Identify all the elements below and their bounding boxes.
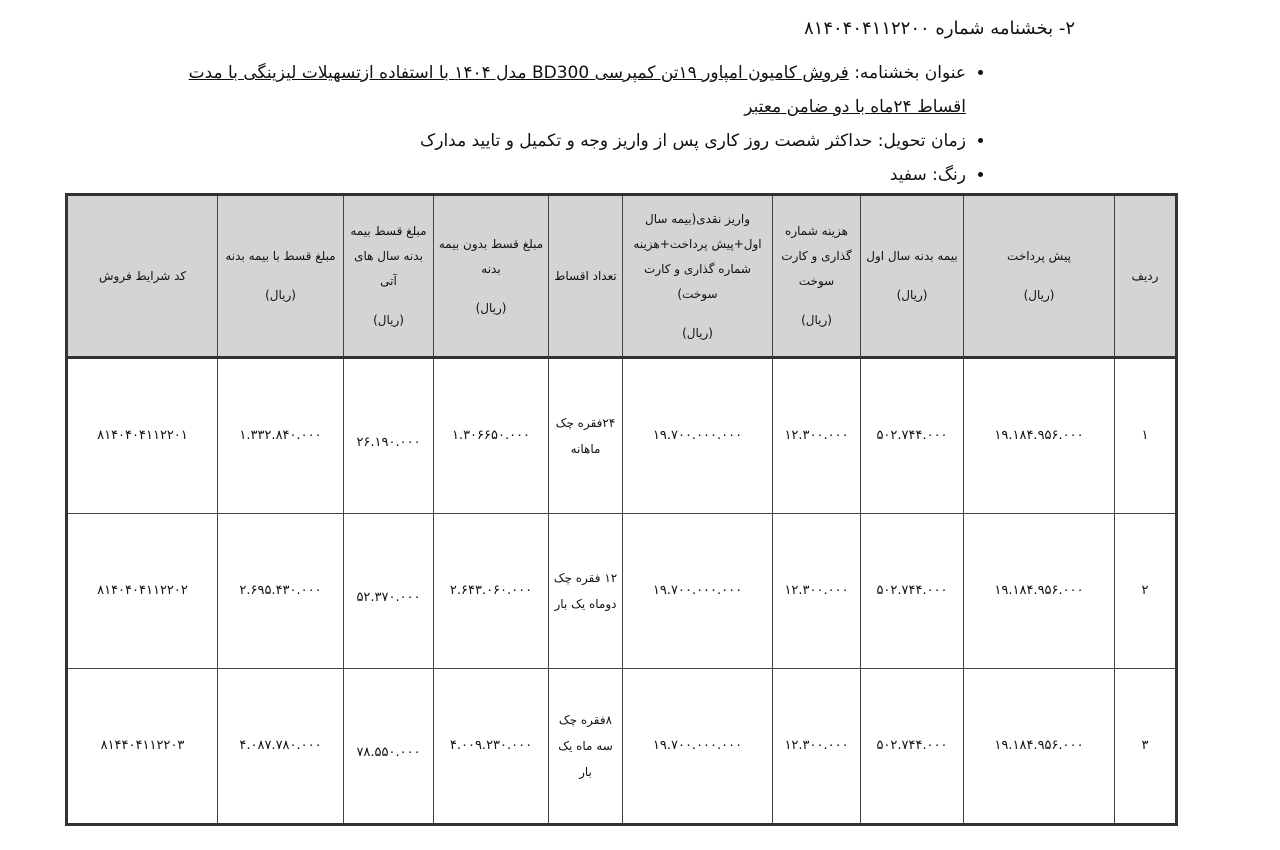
cell-row-number: ۱ — [1115, 358, 1177, 514]
header-down-payment: پیش پرداخت (ریال) — [964, 195, 1115, 358]
cell-installment-count: ۲۴فقره چک ماهانه — [549, 358, 623, 514]
cell-down-payment: ۱۹.۱۸۴.۹۵۶.۰۰۰ — [964, 358, 1115, 514]
header-installment-no-insurance: مبلغ قسط بدون بیمه بدنه (ریال) — [434, 195, 549, 358]
table-header-row — [67, 195, 1177, 358]
cell-row-number: ۲ — [1115, 514, 1177, 669]
cell-down-payment: ۱۹.۱۸۴.۹۵۶.۰۰۰ — [964, 514, 1115, 669]
cell-first-year-insurance: ۵۰۲.۷۴۴.۰۰۰ — [861, 514, 964, 669]
cell-registration-fee: ۱۲.۳۰۰.۰۰۰ — [773, 358, 861, 514]
cell-row-number: ۳ — [1115, 669, 1177, 825]
cell-sales-code: ۸۱۴۰۴۰۴۱۱۲۲۰۱ — [67, 358, 218, 514]
table-row — [67, 514, 1177, 669]
table-row — [67, 669, 1177, 825]
header-cash-deposit: واریز نقدی(بیمه سال اول+پیش پرداخت+هزینه شماره گذاری و کارت سوخت) (ریال) — [623, 195, 773, 358]
header-installment-count: تعداد اقساط — [549, 195, 623, 358]
header-future-insurance-installment: مبلغ قسط بیمه بدنه سال های آتی (ریال) — [344, 195, 434, 358]
delivery-time-item: • زمان تحویل: حداکثر شصت روز کاری پس از واریز وجه و تکمیل و تایید مدارک — [166, 124, 966, 158]
cell-installment-with-insurance: ۴.۰۸۷.۷۸۰.۰۰۰ — [218, 669, 344, 825]
header-row-number: ردیف — [1115, 195, 1177, 358]
cell-installment-count: ۸فقره چک سه ماه یک بار — [549, 669, 623, 825]
cell-future-insurance-installment — [344, 358, 434, 514]
cell-installment-with-insurance: ۲.۶۹۵.۴۳۰.۰۰۰ — [218, 514, 344, 669]
cell-installment-no-insurance: ۴.۰۰۹.۲۳۰.۰۰۰ — [434, 669, 549, 825]
circular-subject-item — [166, 56, 966, 124]
cell-down-payment: ۱۹.۱۸۴.۹۵۶.۰۰۰ — [964, 669, 1115, 825]
cell-cash-deposit: ۱۹.۷۰۰.۰۰۰.۰۰۰ — [623, 514, 773, 669]
header-registration-fee: هزینه شماره گذاری و کارت سوخت (ریال) — [773, 195, 861, 358]
cell-sales-code: ۸۱۴۰۴۰۴۱۱۲۲۰۲ — [67, 514, 218, 669]
header-first-year-insurance: بیمه بدنه سال اول (ریال) — [861, 195, 964, 358]
cell-registration-fee: ۱۲.۳۰۰.۰۰۰ — [773, 669, 861, 825]
table-row — [67, 358, 1177, 514]
circular-details-list — [166, 56, 990, 192]
cell-future-insurance-value: ۵۲.۳۷۰.۰۰۰ — [356, 590, 421, 605]
cell-future-insurance-value: ۲۶.۱۹۰.۰۰۰ — [356, 435, 421, 450]
cell-future-insurance-installment — [344, 669, 434, 825]
cell-cash-deposit: ۱۹.۷۰۰.۰۰۰.۰۰۰ — [623, 358, 773, 514]
header-installment-with-insurance: مبلغ قسط با بیمه بدنه (ریال) — [218, 195, 344, 358]
color-item: • رنگ: سفید — [166, 158, 966, 192]
cell-first-year-insurance: ۵۰۲.۷۴۴.۰۰۰ — [861, 358, 964, 514]
cell-future-insurance-installment — [344, 514, 434, 669]
circular-title: ۲- بخشنامه شماره ۸۱۴۰۴۰۴۱۱۲۲۰۰ — [803, 18, 1075, 39]
cell-cash-deposit: ۱۹.۷۰۰.۰۰۰.۰۰۰ — [623, 669, 773, 825]
circular-subject-label: عنوان بخشنامه: — [848, 63, 966, 83]
cell-first-year-insurance: ۵۰۲.۷۴۴.۰۰۰ — [861, 669, 964, 825]
cell-installment-with-insurance: ۱.۳۳۲.۸۴۰.۰۰۰ — [218, 358, 344, 514]
circular-subject-value: فروش کامیون امپاور ۱۹تن کمپرسی BD300 مدل ۱۴۰۴ با استفاده ازتسهیلات لیزینگی با مدت اقساط ۲۴ماه با دو ضامن معتبر — [188, 63, 966, 117]
header-sales-code: کد شرایط فروش — [67, 195, 218, 358]
cell-installment-no-insurance: ۲.۶۴۳.۰۶۰.۰۰۰ — [434, 514, 549, 669]
cell-future-insurance-value: ۷۸.۵۵۰.۰۰۰ — [356, 745, 421, 760]
cell-registration-fee: ۱۲.۳۰۰.۰۰۰ — [773, 514, 861, 669]
sales-conditions-table — [65, 193, 1178, 826]
cell-installment-count: ۱۲ فقره چک دوماه یک بار — [549, 514, 623, 669]
cell-installment-no-insurance: ۱.۳۰۶۶۵۰.۰۰۰ — [434, 358, 549, 514]
cell-sales-code: ۸۱۴۴۰۴۱۱۲۲۰۳ — [67, 669, 218, 825]
